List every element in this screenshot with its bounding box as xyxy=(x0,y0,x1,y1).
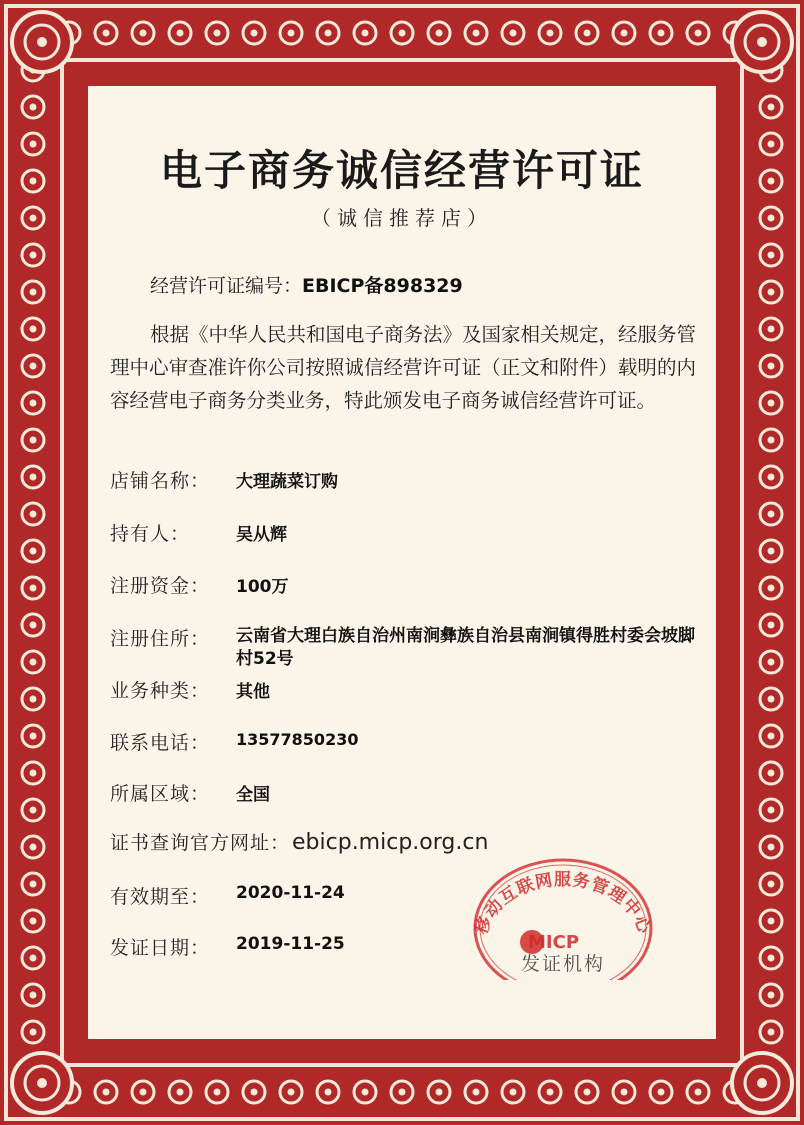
border-ornament xyxy=(768,511,775,518)
border-ornament xyxy=(436,30,443,37)
border-ornament xyxy=(768,326,775,333)
border-ornament xyxy=(584,30,591,37)
svg-text:移动互联网服务管理中心 xyxy=(470,869,656,938)
field-value: 100万 xyxy=(236,577,289,597)
field-value: 全国 xyxy=(236,785,270,805)
border-ornament xyxy=(547,1089,554,1096)
field-label: 注册住所： xyxy=(110,628,211,650)
field-label: 有效期至： xyxy=(110,886,211,908)
border-ornament xyxy=(768,437,775,444)
border-ornament xyxy=(768,659,775,666)
seal-issuer: 发证机构 xyxy=(520,953,606,975)
field-label: 持有人： xyxy=(110,523,191,545)
border-ornament xyxy=(214,30,221,37)
border-ornament xyxy=(30,733,37,740)
field-label: 证书查询官方网址： xyxy=(110,832,291,854)
border-ornament xyxy=(30,252,37,259)
border-ornament xyxy=(768,918,775,925)
border-ornament xyxy=(768,252,775,259)
border-ornament xyxy=(30,659,37,666)
border-ornament xyxy=(30,474,37,481)
border-ornament xyxy=(288,30,295,37)
border-ornament xyxy=(30,622,37,629)
border-ornament xyxy=(768,955,775,962)
border-ornament xyxy=(177,30,184,37)
border-ornament xyxy=(768,548,775,555)
border-ornament xyxy=(30,548,37,555)
border-ornament xyxy=(399,1089,406,1096)
field-label: 店铺名称： xyxy=(110,470,211,492)
border-ornament xyxy=(621,1089,628,1096)
field-website xyxy=(110,828,488,855)
border-ornament xyxy=(768,807,775,814)
field-value: 2020-11-24 xyxy=(236,883,345,903)
border-ornament xyxy=(658,1089,665,1096)
border-ornament xyxy=(30,437,37,444)
border-ornament xyxy=(30,289,37,296)
border-ornament xyxy=(140,1089,147,1096)
field-value: 吴从辉 xyxy=(236,525,287,545)
license-number: EBICP备898329 xyxy=(302,275,463,297)
border-ornament xyxy=(30,400,37,407)
certificate-title: 电子商务诚信经营许可证 xyxy=(159,146,644,195)
seal-arc-text: 移动互联网服务管理中心 xyxy=(471,870,655,938)
field-label: 业务种类： xyxy=(110,680,211,702)
border-ornament xyxy=(658,30,665,37)
border-ornament xyxy=(473,1089,480,1096)
border-ornament xyxy=(103,1089,110,1096)
border-ornament xyxy=(288,1089,295,1096)
corner-medallion xyxy=(37,37,47,47)
border-ornament xyxy=(436,1089,443,1096)
border-ornament xyxy=(30,992,37,999)
border-ornament xyxy=(768,992,775,999)
border-ornament xyxy=(251,1089,258,1096)
website-url: ebicp.micp.org.cn xyxy=(292,830,489,855)
border-ornament xyxy=(325,30,332,37)
border-ornament xyxy=(510,1089,517,1096)
border-ornament xyxy=(362,30,369,37)
border-ornament xyxy=(399,30,406,37)
border-ornament xyxy=(768,474,775,481)
field-value: 云南省大理白族自治州南涧彝族自治县南涧镇得胜村委会坡脚村52号 xyxy=(236,626,695,669)
border-ornament xyxy=(30,104,37,111)
border-ornament xyxy=(177,1089,184,1096)
border-ornament xyxy=(768,289,775,296)
field-label: 注册资金： xyxy=(110,575,211,597)
border-ornament xyxy=(768,104,775,111)
border-ornament xyxy=(768,844,775,851)
border-ornament xyxy=(30,770,37,777)
border-ornament xyxy=(30,955,37,962)
border-ornament xyxy=(30,918,37,925)
border-ornament xyxy=(362,1089,369,1096)
field-value: 2019-11-25 xyxy=(236,934,345,954)
border-ornament xyxy=(768,1029,775,1036)
border-ornament xyxy=(103,30,110,37)
certificate-subtitle: （诚信推荐店） xyxy=(311,206,493,230)
border-ornament xyxy=(30,326,37,333)
border-ornament xyxy=(30,881,37,888)
field-label: 发证日期： xyxy=(110,937,211,959)
field-value: 13577850230 xyxy=(236,730,359,749)
border-ornament xyxy=(695,1089,702,1096)
border-ornament xyxy=(768,696,775,703)
border-ornament xyxy=(768,622,775,629)
border-ornament xyxy=(140,30,147,37)
border-ornament xyxy=(30,511,37,518)
field-value: 其他 xyxy=(236,682,270,702)
border-ornament xyxy=(30,585,37,592)
border-ornament xyxy=(325,1089,332,1096)
field-label: 联系电话： xyxy=(110,732,211,754)
border-ornament xyxy=(30,363,37,370)
license-number-label: 经营许可证编号： xyxy=(150,275,303,297)
border-ornament xyxy=(695,30,702,37)
border-ornament xyxy=(214,1089,221,1096)
border-ornament xyxy=(30,696,37,703)
border-ornament xyxy=(547,30,554,37)
official-seal xyxy=(468,850,658,980)
license-number-line xyxy=(150,271,463,298)
border-ornament xyxy=(510,30,517,37)
border-ornament xyxy=(768,585,775,592)
field-value: 大理蔬菜订购 xyxy=(236,472,338,492)
border-ornament xyxy=(768,363,775,370)
border-ornament xyxy=(621,30,628,37)
border-ornament xyxy=(30,1029,37,1036)
seal-logo: MICP xyxy=(528,932,580,953)
border-ornament xyxy=(768,881,775,888)
corner-medallion xyxy=(757,37,767,47)
corner-medallion xyxy=(757,1078,767,1088)
field-label: 所属区域： xyxy=(110,783,211,805)
border-ornament xyxy=(768,733,775,740)
border-ornament xyxy=(584,1089,591,1096)
border-ornament xyxy=(30,807,37,814)
border-ornament xyxy=(251,30,258,37)
border-ornament xyxy=(30,844,37,851)
border-ornament xyxy=(768,400,775,407)
certificate-body-text: 根据《中华人民共和国电子商务法》及国家相关规定，经服务管理中心审查准许你公司按照诚信经营许可证（正文和附件）载明的内容经营电子商务分类业务，特此颁发电子商务诚信经营许可证。 xyxy=(110,323,697,412)
border-ornament xyxy=(473,30,480,37)
corner-medallion xyxy=(37,1078,47,1088)
border-ornament xyxy=(768,770,775,777)
